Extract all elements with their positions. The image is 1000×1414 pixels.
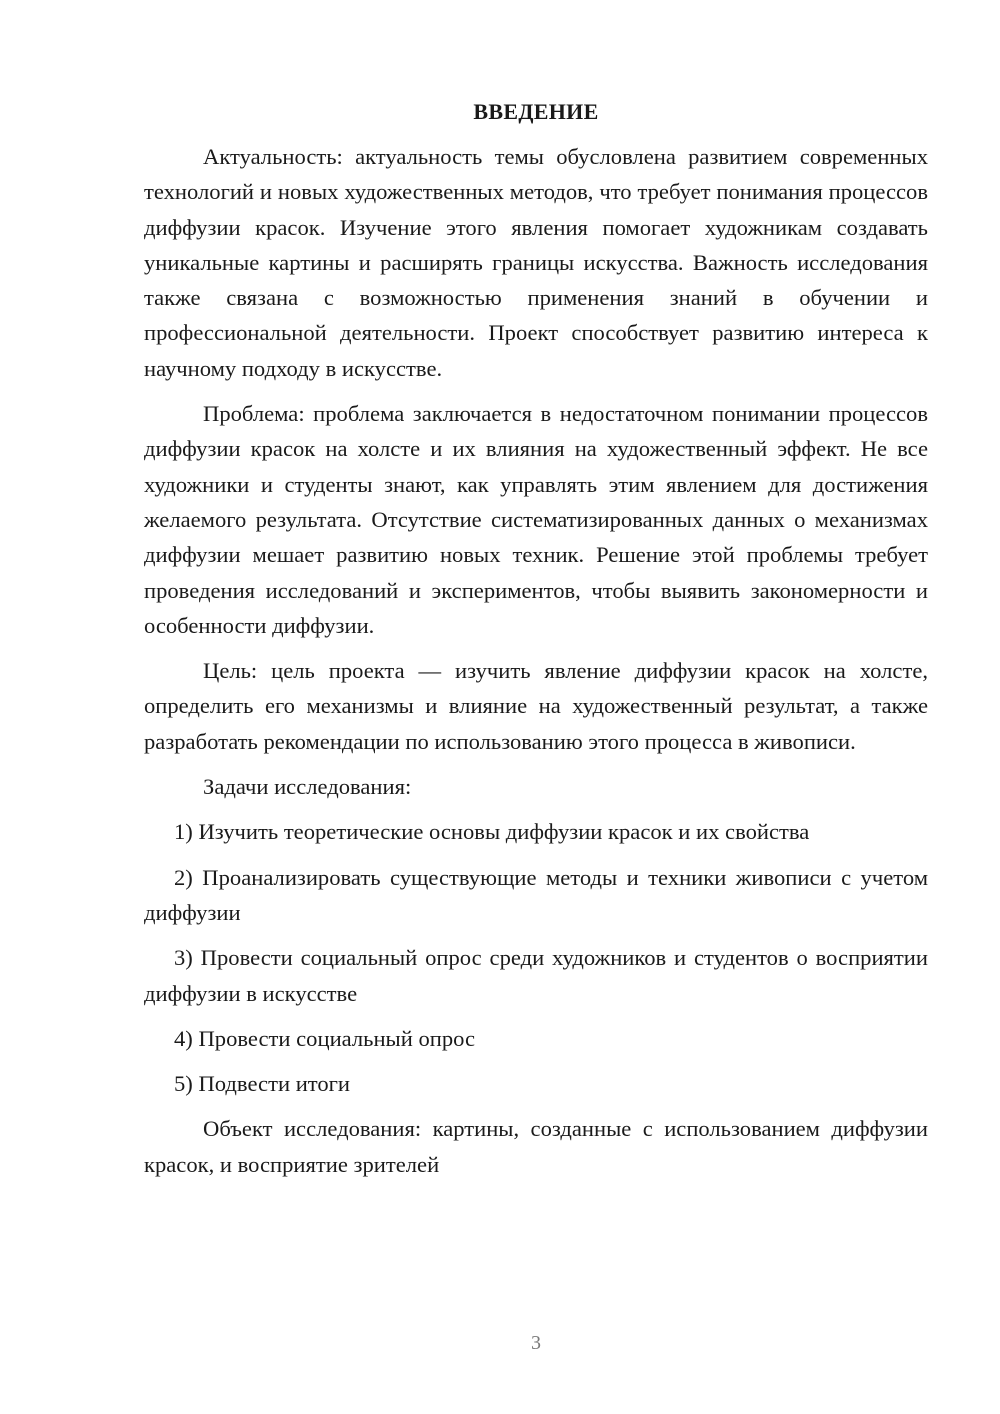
list-item: 2) Проанализировать существующие методы и техники живописи с учетом диффузии [144,864,928,925]
object-paragraph: Объект исследования: картины, созданные с использованием диффузии красок, и восприятие зрителей [144,1116,928,1177]
page-number: 3 [531,1332,541,1354]
list-item: 4) Провести социальный опрос [174,1025,476,1051]
page-content [144,94,928,1192]
list-item: 1) Изучить теоретические основы диффузии красок и их свойства [174,819,810,845]
list-item: 5) Подвести итоги [174,1071,351,1097]
tasks-heading: Задачи исследования: [203,774,412,800]
section-heading: ВВЕДЕНИЕ [473,99,599,124]
problem-paragraph: Проблема: проблема заключается в недостаточном понимании процессов диффузии красок на холсте и их влияния на художественный эффект. Не все художники и студенты знают, как управлять этим явлением для достижения желаемого результата. Отсутствие систематизированных данных о механизмах диффузии мешает развитию новых техник. Решение этой проблемы требует проведения исследований и экспериментов, чтобы выявить закономерности и особенности диффузии. [144,401,928,638]
list-item: 3) Провести социальный опрос среди художников и студентов о восприятии диффузии в искусстве [144,945,928,1006]
goal-paragraph: Цель: цель проекта — изучить явление диффузии красок на холсте, определить его механизмы и влияние на художественный результат, а также разработать рекомендации по использованию этого процесса в живописи. [144,658,928,754]
tasks-list [144,814,928,1101]
relevance-paragraph: Актуальность: актуальность темы обусловлена развитием современных технологий и новых художественных методов, что требует понимания процессов диффузии красок. Изучение этого явления помогает художникам создавать уникальные картины и расширять границы искусства. Важность исследования также связана с возможностью применения знаний в обучении и профессиональной деятельности. Проект способствует развитию интереса к научному подходу в искусстве. [144,144,928,381]
